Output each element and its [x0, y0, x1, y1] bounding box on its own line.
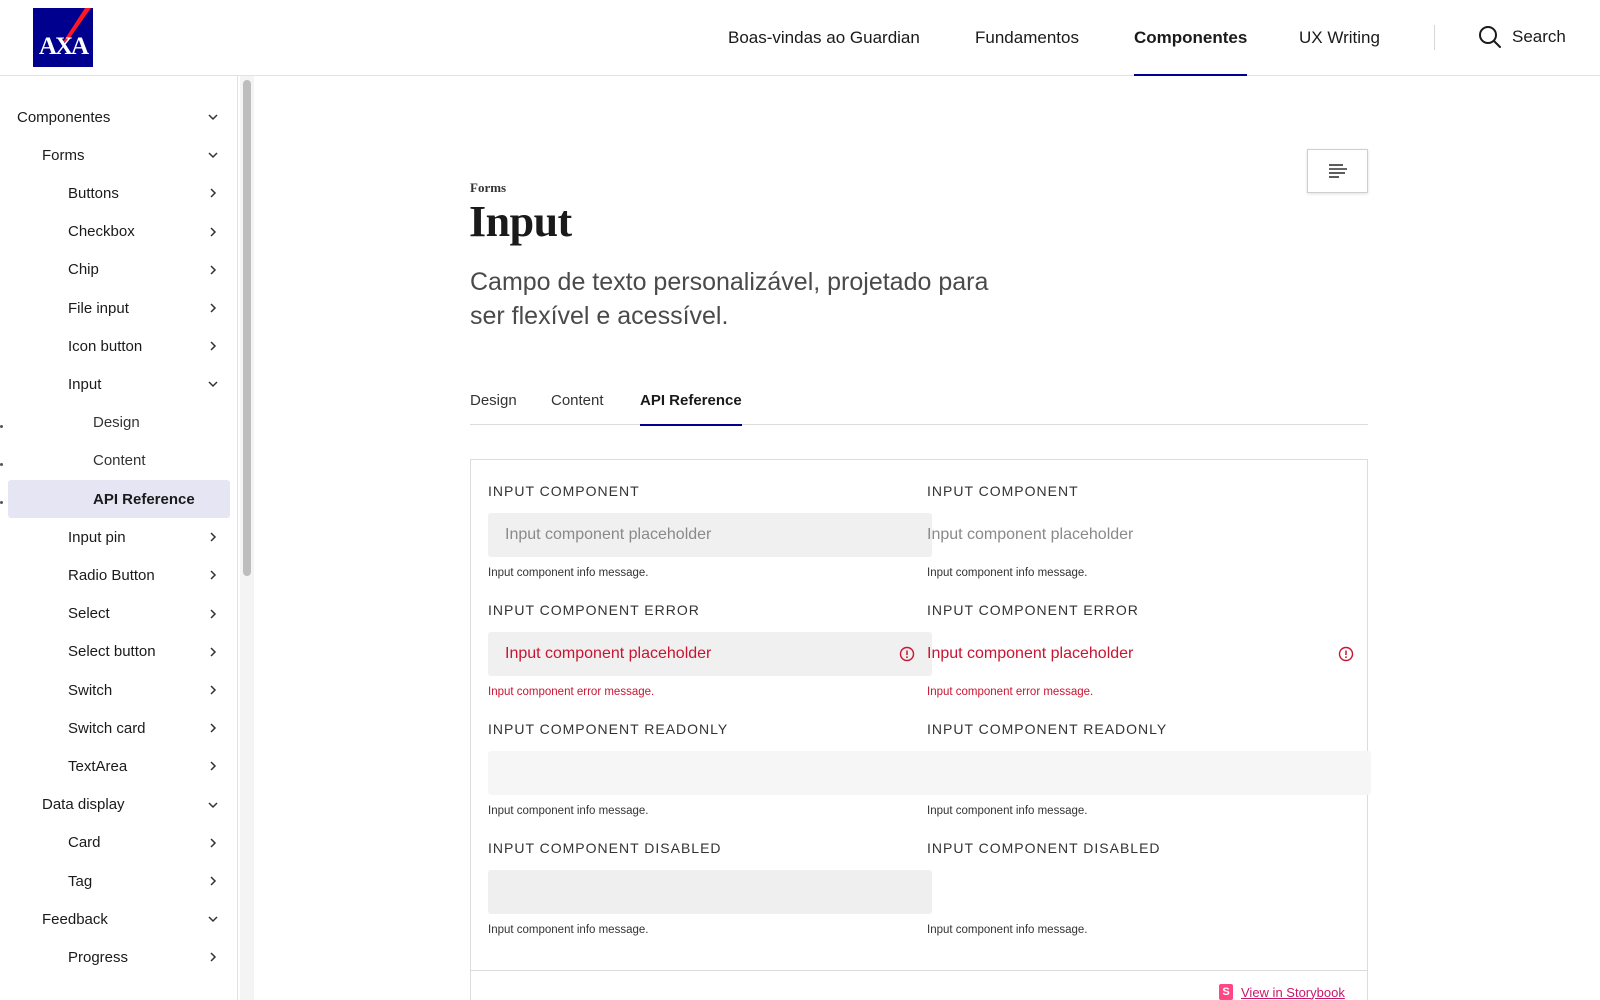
chevron-right-icon	[206, 186, 220, 200]
sidebar-item-content[interactable]	[8, 442, 230, 480]
nav-ux-writing[interactable]: UX Writing	[1299, 28, 1380, 47]
input-field-error-plain	[927, 601, 1371, 698]
sidebar-item-label: Design	[93, 414, 140, 432]
error-icon	[899, 646, 915, 662]
sidebar-item-label: Tag	[68, 872, 93, 890]
input-box	[488, 870, 932, 914]
chevron-down-icon	[206, 377, 220, 391]
chevron-right-icon	[206, 645, 220, 659]
sidebar-item-icon-button[interactable]	[8, 327, 230, 365]
sidebar-item-componentes[interactable]	[8, 98, 230, 136]
search-icon	[1478, 25, 1502, 49]
sidebar-item-switch-card[interactable]	[8, 709, 230, 747]
sidebar-item-card[interactable]	[8, 824, 230, 862]
input-label: INPUT COMPONENT DISABLED	[927, 840, 1161, 856]
chevron-down-icon	[206, 148, 220, 162]
input-label: INPUT COMPONENT ERROR	[927, 602, 1139, 618]
sidebar-item-label: Switch	[68, 681, 113, 699]
sidebar-item-label: Select button	[68, 643, 156, 661]
toc-icon	[1328, 163, 1348, 179]
input-field-readonly-plain	[927, 720, 1371, 817]
sidebar-item-feedback[interactable]	[8, 900, 230, 938]
input-box[interactable]	[927, 751, 1371, 795]
sidebar-item-data-display[interactable]	[8, 786, 230, 824]
sidebar-item-input[interactable]	[8, 365, 230, 403]
sidebar-item-switch[interactable]	[8, 671, 230, 709]
chevron-right-icon	[206, 263, 220, 277]
logo-text: AXA	[38, 33, 88, 60]
input-box[interactable]	[927, 632, 1371, 676]
input-info-message: Input component info message.	[488, 924, 649, 936]
input-box[interactable]	[488, 513, 932, 557]
chevron-right-icon	[206, 339, 220, 353]
storybook-link-label: View in Storybook	[1241, 984, 1345, 1000]
chevron-down-icon	[206, 110, 220, 124]
input-label: INPUT COMPONENT	[927, 483, 1079, 499]
sidebar-item-chip[interactable]	[8, 251, 230, 289]
sidebar-item-radio-button[interactable]	[8, 556, 230, 594]
input-info-message: Input component info message.	[488, 805, 649, 817]
input-info-message: Input component info message.	[927, 805, 1088, 817]
sidebar-item-file-input[interactable]	[8, 289, 230, 327]
sidebar-item-label: TextArea	[68, 757, 128, 775]
chevron-right-icon	[206, 225, 220, 239]
sidebar-item-progress[interactable]	[8, 938, 230, 976]
chevron-right-icon	[206, 530, 220, 544]
tab-content[interactable]: Content	[551, 391, 604, 409]
search-label: Search	[1512, 27, 1566, 46]
input-placeholder: Input component placeholder	[927, 645, 1134, 662]
sidebar-item-label: Switch card	[68, 719, 146, 737]
tab-api-reference[interactable]: API Reference	[640, 375, 742, 425]
input-info-message: Input component info message.	[488, 567, 649, 579]
input-field-error-filled	[488, 601, 932, 698]
nav-boas-vindas[interactable]: Boas-vindas ao Guardian	[728, 28, 920, 47]
sidebar-item-label: Buttons	[68, 184, 119, 202]
page-title: Input	[469, 197, 572, 246]
input-info-message: Input component info message.	[927, 567, 1088, 579]
input-error-message: Input component error message.	[927, 686, 1094, 698]
input-box	[927, 870, 1371, 914]
sidebar-item-label: Forms	[42, 146, 85, 164]
chevron-right-icon	[206, 607, 220, 621]
input-field-disabled-filled	[488, 839, 932, 936]
input-label: INPUT COMPONENT	[488, 483, 640, 499]
axa-logo[interactable]	[33, 8, 93, 67]
sidebar-item-checkbox[interactable]	[8, 213, 230, 251]
input-field-disabled-plain	[927, 839, 1371, 936]
sidebar-nav	[0, 76, 238, 1000]
page-eyebrow: Forms	[470, 180, 507, 195]
input-field-default-filled	[488, 482, 932, 579]
input-placeholder: Input component placeholder	[505, 645, 712, 662]
input-label: INPUT COMPONENT READONLY	[927, 721, 1168, 737]
sidebar-item-buttons[interactable]	[8, 174, 230, 212]
sidebar-item-label: Input pin	[68, 528, 126, 546]
sidebar-item-label: Feedback	[42, 910, 108, 928]
input-label: INPUT COMPONENT READONLY	[488, 721, 729, 737]
input-placeholder: Input component placeholder	[505, 526, 712, 543]
sidebar-item-api-reference[interactable]	[8, 480, 230, 518]
sidebar-item-textarea[interactable]	[8, 747, 230, 785]
sidebar-item-label: Progress	[68, 948, 129, 966]
sidebar-item-design[interactable]	[8, 404, 230, 442]
chevron-down-icon	[206, 798, 220, 812]
chevron-right-icon	[206, 874, 220, 888]
sidebar-item-label: Select	[68, 605, 110, 623]
top-header	[0, 0, 1600, 76]
input-info-message: Input component info message.	[927, 924, 1088, 936]
chevron-down-icon	[206, 912, 220, 926]
nav-fundamentos[interactable]: Fundamentos	[975, 28, 1079, 47]
input-label: INPUT COMPONENT ERROR	[488, 602, 700, 618]
sidebar-item-label: Componentes	[17, 108, 111, 126]
sidebar-item-label: Input	[68, 375, 102, 393]
component-demo	[470, 459, 1368, 1000]
sidebar-item-select[interactable]	[8, 595, 230, 633]
input-box[interactable]	[488, 751, 932, 795]
input-placeholder: Input component placeholder	[927, 526, 1134, 543]
sidebar-item-label: API Reference	[93, 490, 195, 508]
page-tabs	[470, 375, 1368, 425]
chevron-right-icon	[206, 683, 220, 697]
sidebar-item-label: Radio Button	[68, 566, 155, 584]
storybook-icon: S	[1219, 984, 1233, 1000]
view-in-storybook-link[interactable]	[1219, 982, 1345, 1000]
sidebar-item-forms[interactable]	[8, 136, 230, 174]
input-box[interactable]	[488, 632, 932, 676]
sidebar-item-select-button[interactable]	[8, 633, 230, 671]
sidebar-item-label: Content	[93, 452, 146, 470]
table-of-contents-button[interactable]	[1307, 149, 1368, 193]
chevron-right-icon	[206, 721, 220, 735]
input-field-default-plain	[927, 482, 1371, 579]
tab-design[interactable]: Design	[470, 391, 517, 409]
input-field-readonly-filled	[488, 720, 932, 817]
sidebar-item-label: Icon button	[68, 337, 143, 355]
chevron-right-icon	[206, 568, 220, 582]
sidebar-scrollbar-thumb[interactable]	[243, 80, 251, 576]
chevron-right-icon	[206, 759, 220, 773]
sidebar-item-label: Checkbox	[68, 223, 135, 241]
sidebar-item-tag[interactable]	[8, 862, 230, 900]
demo-footer-divider	[471, 970, 1367, 971]
input-box[interactable]	[927, 513, 1371, 557]
chevron-right-icon	[206, 301, 220, 315]
sidebar-item-label: Data display	[42, 796, 125, 814]
page-subtitle: Campo de texto personalizável, projetado para ser flexível e acessível.	[470, 268, 989, 330]
sidebar-item-label: File input	[68, 299, 129, 317]
error-icon	[1338, 646, 1354, 662]
sidebar-item-label: Card	[68, 834, 101, 852]
nav-divider	[1434, 25, 1435, 50]
chevron-right-icon	[206, 950, 220, 964]
input-error-message: Input component error message.	[488, 686, 655, 698]
nav-componentes[interactable]: Componentes	[1134, 0, 1247, 76]
chevron-right-icon	[206, 836, 220, 850]
sidebar-item-label: Chip	[68, 261, 99, 279]
input-label: INPUT COMPONENT DISABLED	[488, 840, 722, 856]
sidebar-item-input-pin[interactable]	[8, 518, 230, 556]
search-button[interactable]	[1478, 22, 1566, 52]
